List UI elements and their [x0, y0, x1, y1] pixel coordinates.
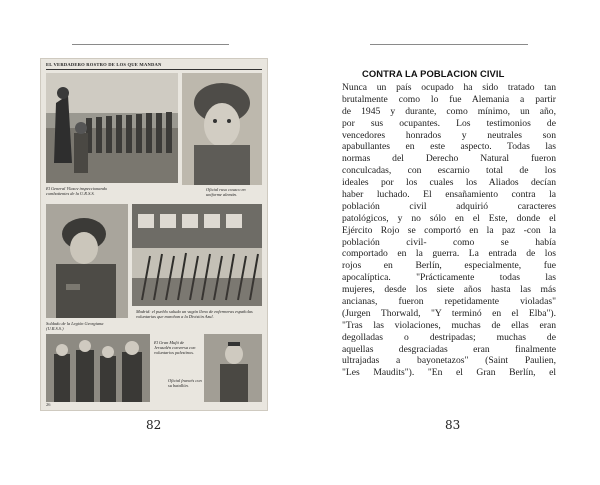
photo-vlasov-image: [46, 73, 178, 183]
text-line: "Les Maudits"). "En el Gran Berlín, el: [342, 367, 556, 379]
text-line: población civil adquirió caracteres: [342, 200, 556, 212]
text-line: vencedores honrados y neutrales son: [342, 129, 556, 141]
text-line: degolladas o destripadas; muchas de: [342, 331, 556, 343]
text-line: brutalmente como lo fue Alemania a partir: [342, 93, 556, 105]
photo-georgian-soldier: [46, 204, 128, 318]
text-line: rojos en Berlín, especialmente, fue: [342, 260, 556, 272]
text-line: de 1945 y durante, como mínimo, un año,: [342, 105, 556, 117]
text-line: ancianas, fueron repetidamente violadas": [342, 296, 556, 308]
caption-mufti: El Gran Mufti de Jerusalén conversa con voluntarios palestinos.: [154, 340, 196, 356]
text-line: apabullantes en este aspecto. Todas las: [342, 141, 556, 153]
body-text: [342, 82, 556, 379]
text-line: normas del Derecho Natural fueron: [342, 153, 556, 165]
text-line: por sus ocupantes. Los testimonios de: [342, 117, 556, 129]
photo-mufti-volunteers: [46, 334, 150, 402]
caption-madrid: Madrid: el pueblo saluda un vagón lleno de enfermeras españolas voluntarias que marchan a la División Azul.: [136, 309, 253, 320]
text-line: población civil- como se había: [342, 236, 556, 248]
photo-french-officer: [204, 334, 262, 402]
page-number-left: 82: [146, 418, 162, 432]
photo-madrid-train: [132, 204, 262, 306]
plate-header: EL VERDADERO ROSTRO DE LOS QUE MANDAN: [46, 62, 162, 67]
caption-georgian: Soldado de la Legión Georgiana (U.R.S.S.): [46, 321, 104, 332]
text-line: aquellas desgraciadas eran finalmente: [342, 343, 556, 355]
photo-georgian-image: [46, 204, 128, 318]
text-line: patológicos, y no sólo en el Este, donde el: [342, 212, 556, 224]
header-rule-right: [370, 44, 528, 45]
photo-vlasov-troops: [46, 73, 178, 183]
text-line: (Jurgen Thorwald, "Y terminó en el Elba").: [342, 307, 556, 319]
chapter-title: CONTRA LA POBLACION CIVIL: [362, 68, 505, 79]
page-number-right: 83: [445, 418, 461, 432]
text-line: ideales por los cuales los Aliados decían: [342, 177, 556, 189]
caption-vlasov: El General Vlasov inspeccionando combatientes de la U.R.S.S.: [46, 186, 108, 197]
text-line: Nunca un país ocupado ha sido tratado tan: [342, 82, 556, 93]
plate-header-rule: [46, 69, 262, 70]
text-line: comportado en la guerra. La entrada de los: [342, 248, 556, 260]
photo-cossack-image: [182, 73, 262, 185]
text-line: haber luchado. El ensañamiento contra la: [342, 189, 556, 201]
text-line: mujeres, desde los siete años hasta las más: [342, 284, 556, 296]
photo-cossack-officer: [182, 73, 262, 185]
caption-cossack-officer: Oficial ruso cosaco en uniforme alemán.: [206, 187, 246, 198]
right-page: [300, 0, 600, 485]
photo-mufti-image: [46, 334, 150, 402]
caption-french-officer: Oficial francés con su batallón.: [168, 378, 202, 389]
text-line: "Tras las violaciones, muchas de ellas eran: [342, 319, 556, 331]
plate-folio: 26: [46, 402, 51, 407]
text-line: apocalíptica. "Prácticamente todas las: [342, 272, 556, 284]
header-rule-left: [72, 44, 229, 45]
photo-french-officer-image: [204, 334, 262, 402]
text-line: conculcadas, con escarnio total de los: [342, 165, 556, 177]
text-line: Ejército Rojo se comportó en la paz -con la: [342, 224, 556, 236]
photo-madrid-image: [132, 204, 262, 306]
text-line: ultrajadas a bayonetazos" (Saint Paulien,: [342, 355, 556, 367]
photo-plate: [40, 58, 268, 411]
